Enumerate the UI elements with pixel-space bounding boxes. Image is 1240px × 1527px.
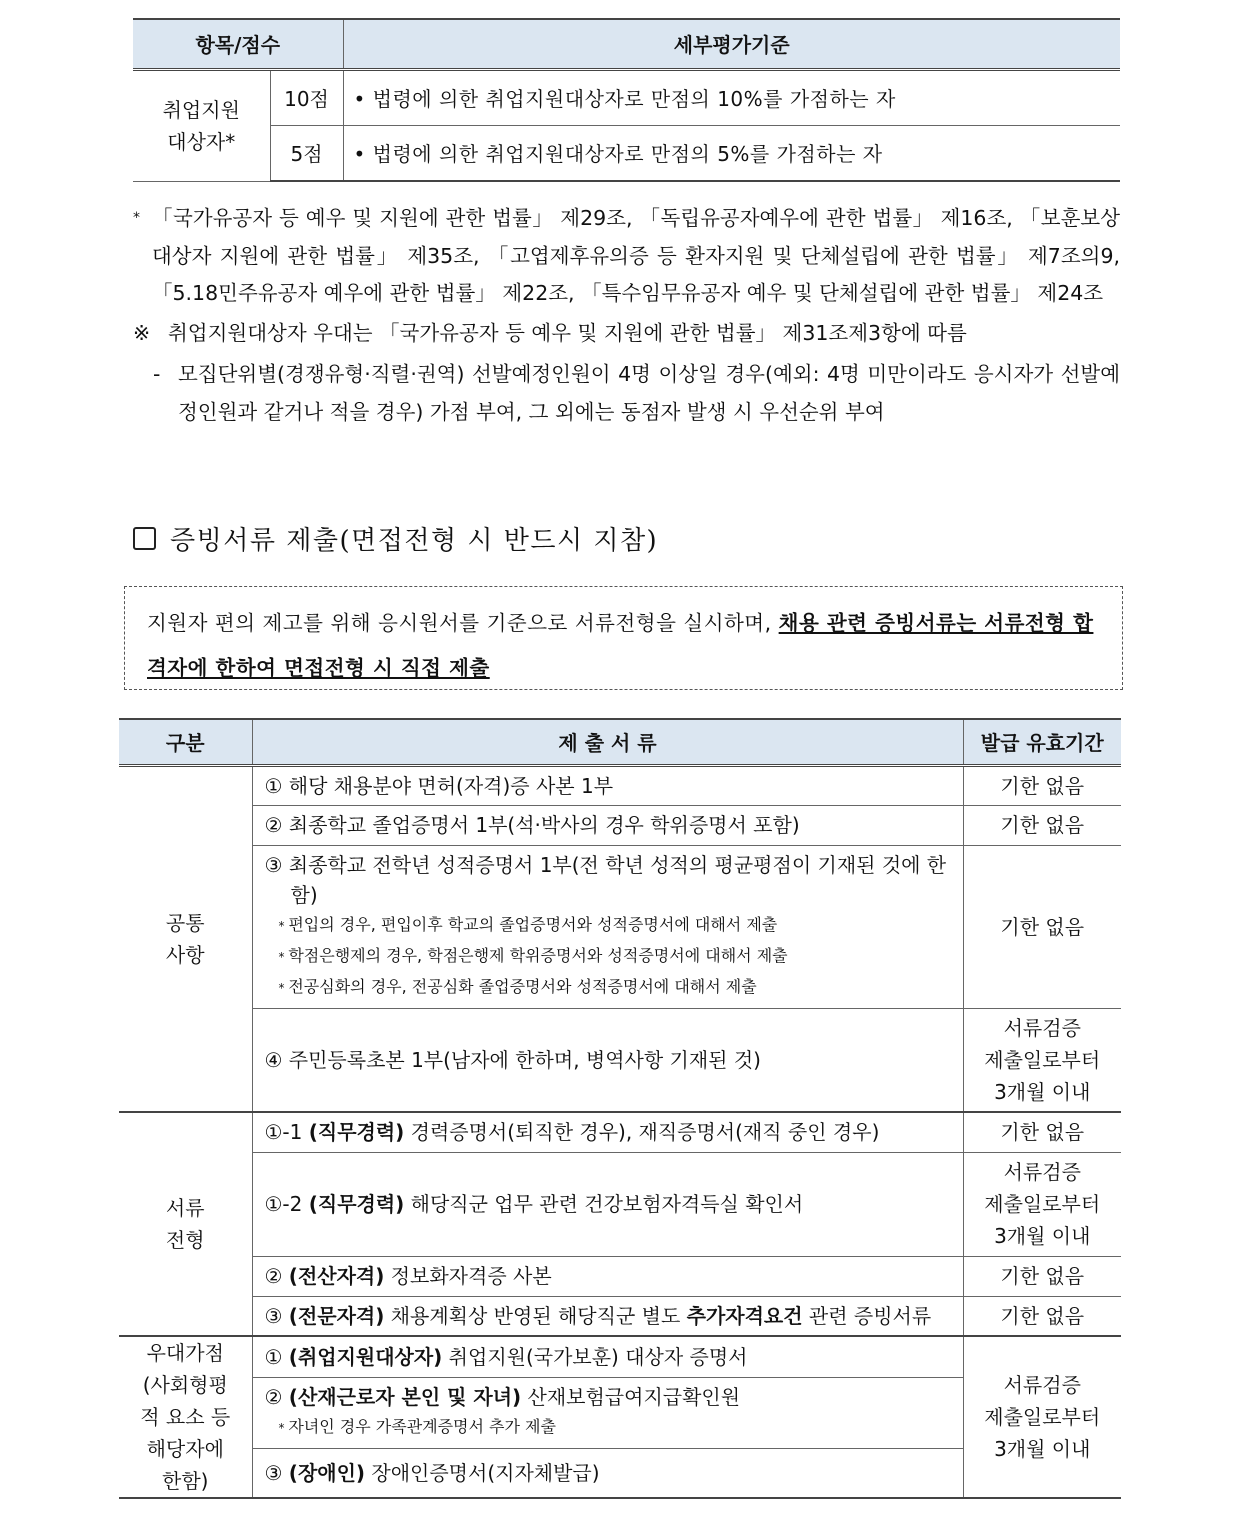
validity-cell: 기한 없음 xyxy=(963,765,1121,805)
points-cell: 5점 xyxy=(270,125,343,181)
header-validity: 발급 유효기간 xyxy=(963,719,1121,765)
group-label-line: 우대가점 xyxy=(146,1341,224,1365)
score-table xyxy=(133,18,1120,182)
reference-note xyxy=(133,315,1120,353)
table-row xyxy=(119,1152,1121,1256)
doc-tag: (전산자격) xyxy=(288,1264,385,1288)
doc-text: 해당직군 업무 관련 건강보험자격득실 확인서 xyxy=(404,1192,804,1216)
document-cell xyxy=(252,1112,963,1152)
document-subnote: * 전공심화의 경우, 전공심화 졸업증명서와 성적증명서에 대해서 제출 xyxy=(265,972,953,1003)
footnote-star: * xyxy=(133,210,140,226)
document-cell xyxy=(252,1256,963,1296)
document-cell xyxy=(252,1377,963,1449)
validity-line: 서류검증 xyxy=(1003,1160,1081,1184)
doc-text: 경력증명서(퇴직한 경우), 재직증명서(재직 중인 경우) xyxy=(404,1120,880,1145)
section-heading xyxy=(133,520,658,557)
doc-text: 산재보험급여지급확인원 xyxy=(521,1385,741,1410)
doc-number: ①-1 xyxy=(264,1120,309,1145)
document-text: ③ 최종학교 전학년 성적증명서 1부(전 학년 성적의 평균평점이 기재된 것에 한함) xyxy=(264,853,947,907)
doc-tag: (장애인) xyxy=(288,1461,366,1486)
doc-number: ①-2 xyxy=(264,1192,309,1216)
header-item-score: 항목/점수 xyxy=(133,19,343,69)
doc-tag: (직무경력) xyxy=(308,1192,405,1216)
table-row xyxy=(119,1336,1121,1377)
doc-text: 정보화자격증 사본 xyxy=(384,1264,552,1288)
law-note xyxy=(133,200,1120,313)
table-row xyxy=(133,125,1120,181)
group-label-line: 한함) xyxy=(162,1469,209,1493)
validity-line: 3개월 이내 xyxy=(994,1079,1091,1104)
header-criteria: 세부평가기준 xyxy=(343,19,1120,69)
validity-cell: 기한 없음 xyxy=(963,1112,1121,1152)
doc-tag: (전문자격) xyxy=(288,1303,385,1328)
criterion-cell: • 법령에 의한 취업지원대상자로 만점의 10%를 가점하는 자 xyxy=(343,69,1120,125)
reference-text: 취업지원대상자 우대는 「국가유공자 등 예우 및 지원에 관한 법률」 제31조제3항에 따름 xyxy=(168,320,967,345)
document-cell xyxy=(252,1449,963,1498)
document-subnote: * 자녀인 경우 가족관계증명서 추가 제출 xyxy=(265,1412,953,1443)
validity-cell xyxy=(963,1152,1121,1256)
notice-box xyxy=(124,586,1123,690)
document-text xyxy=(265,1382,953,1412)
validity-line: 3개월 이내 xyxy=(994,1224,1091,1248)
law-list: 「국가유공자 등 예우 및 지원에 관한 법률」 제29조, 「독립유공자예우에 관한 법률」 제16조, 「보훈보상대상자 지원에 관한 법률」 제35조, 「고엽제후유의증 등 환자지원 및 단체설립에 관한 법률」 제7조의9, 「5.18민주유공자 예우에 관한 법률」 제22조, 「특수임무유공자 예우 및 단체설립에 관한 법률」 제24조 xyxy=(152,206,1120,305)
doc-tag: 추가자격요건 xyxy=(686,1303,803,1328)
doc-text: 취업지원(국가보훈) 대상자 증명서 xyxy=(442,1344,748,1369)
group-label-line: (사회형평 xyxy=(142,1373,228,1397)
group-label-line: 해당자에 xyxy=(146,1437,224,1461)
notes-section xyxy=(133,200,1120,431)
header-category: 구분 xyxy=(119,719,252,765)
table-row xyxy=(133,69,1120,125)
detail-text: 모집단위별(경쟁유형·직렬·권역) 선발예정인원이 4명 이상일 경우(예외: 4명 미만이라도 응시자가 선발예정인원과 같거나 적을 경우) 가점 부여, 그 외에는 동점자 발생 시 우선순위 부여 xyxy=(178,362,1120,424)
table-row xyxy=(119,1008,1121,1112)
table-row xyxy=(119,1112,1121,1152)
document-cell xyxy=(252,1296,963,1336)
documents-table xyxy=(119,718,1121,1499)
validity-cell xyxy=(963,1336,1121,1498)
validity-line: 제출일로부터 xyxy=(984,1047,1101,1072)
doc-text: 장애인증명서(지자체발급) xyxy=(365,1461,600,1486)
group-label-line: 공통 xyxy=(165,910,205,935)
doc-number: ② xyxy=(264,1264,289,1288)
doc-text: 관련 증빙서류 xyxy=(802,1303,932,1328)
dash-mark: - xyxy=(153,362,161,386)
validity-line: 제출일로부터 xyxy=(984,1192,1101,1216)
validity-line: 서류검증 xyxy=(1003,1015,1081,1040)
doc-number: ③ xyxy=(264,1303,289,1328)
document-cell xyxy=(252,845,963,1008)
document-subnote: * 학점은행제의 경우, 학점은행제 학위증명서와 성적증명서에 대해서 제출 xyxy=(265,941,953,972)
document-cell xyxy=(252,1336,963,1377)
table-row xyxy=(119,805,1121,845)
checkbox-icon xyxy=(133,527,156,550)
table-row xyxy=(119,845,1121,1008)
doc-tag: (직무경력) xyxy=(308,1120,405,1145)
doc-tag: (산재근로자 본인 및 자녀) xyxy=(288,1385,522,1410)
document-cell: ④ 주민등록초본 1부(남자에 한하며, 병역사항 기재된 것) xyxy=(252,1008,963,1112)
points-cell: 10점 xyxy=(270,69,343,125)
documents-table-header xyxy=(119,719,1121,765)
category-line: 취업지원 xyxy=(162,97,240,122)
document-cell: ① 해당 채용분야 면허(자격)증 사본 1부 xyxy=(252,765,963,805)
group-common xyxy=(119,765,252,1112)
notice-text: 지원자 편의 제고를 위해 응시원서를 기준으로 서류전형을 실시하며, xyxy=(147,611,779,635)
doc-number: ① xyxy=(264,1344,289,1369)
table-row xyxy=(119,1296,1121,1336)
validity-line: 제출일로부터 xyxy=(984,1405,1101,1429)
validity-cell: 기한 없음 xyxy=(963,1256,1121,1296)
group-label-line: 적 요소 등 xyxy=(140,1405,231,1429)
category-cell xyxy=(133,69,270,181)
category-line: 대상자* xyxy=(167,129,236,154)
table-row xyxy=(119,1256,1121,1296)
header-documents: 제 출 서 류 xyxy=(252,719,963,765)
group-preference xyxy=(119,1336,252,1498)
doc-number: ③ xyxy=(264,1461,289,1486)
validity-cell xyxy=(963,1008,1121,1112)
doc-text: 채용계획상 반영된 해당직군 별도 xyxy=(384,1303,687,1328)
document-cell: ② 최종학교 졸업증명서 1부(석·박사의 경우 학위증명서 포함) xyxy=(252,805,963,845)
reference-mark: ※ xyxy=(133,320,151,345)
criterion-cell: • 법령에 의한 취업지원대상자로 만점의 5%를 가점하는 자 xyxy=(343,125,1120,181)
detail-note xyxy=(153,356,1120,431)
group-label-line: 사항 xyxy=(165,942,205,967)
group-label-line: 전형 xyxy=(165,1228,205,1252)
doc-number: ② xyxy=(264,1385,289,1410)
document-subnote: * 편입의 경우, 편입이후 학교의 졸업증명서와 성적증명서에 대해서 제출 xyxy=(265,910,953,941)
document-cell xyxy=(252,1152,963,1256)
notice-emphasis: 채용 관련 증빙서류는 서류전형 합격자에 한하여 면접전형 시 직접 제출 xyxy=(147,611,1094,680)
validity-cell: 기한 없음 xyxy=(963,1296,1121,1336)
group-screening xyxy=(119,1112,252,1336)
validity-line: 서류검증 xyxy=(1003,1373,1081,1397)
validity-cell: 기한 없음 xyxy=(963,845,1121,1008)
validity-line: 3개월 이내 xyxy=(994,1437,1091,1461)
doc-tag: (취업지원대상자) xyxy=(288,1344,443,1369)
score-table-header xyxy=(133,19,1120,69)
group-label-line: 서류 xyxy=(165,1196,205,1220)
section-title: 증빙서류 제출(면접전형 시 반드시 지참) xyxy=(170,526,659,556)
table-row xyxy=(119,765,1121,805)
validity-cell: 기한 없음 xyxy=(963,805,1121,845)
